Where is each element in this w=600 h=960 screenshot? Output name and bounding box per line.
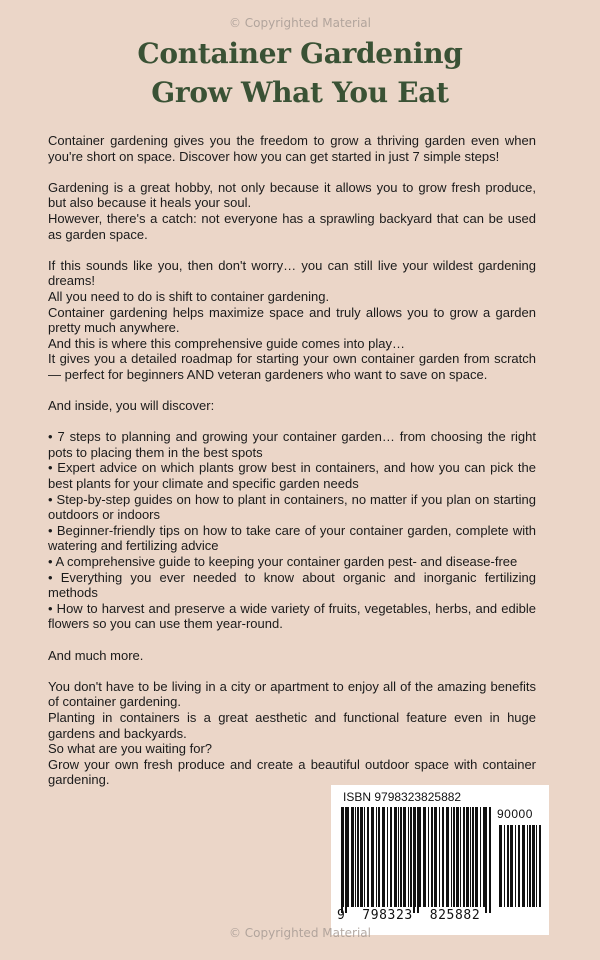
paragraph-spacer	[48, 632, 536, 648]
title-line-2: Grow What You Eat	[151, 76, 449, 109]
bullet-item: • Expert advice on which plants grow best in containers, and how you can pick the best plants for your climate and specific garden needs	[48, 460, 536, 492]
bullet-item: • A comprehensive guide to keeping your container garden pest- and disease-free	[48, 554, 518, 570]
isbn-digits: 9 798323 825882	[337, 908, 481, 923]
title-line-1: Container Gardening	[137, 37, 463, 70]
paragraph: Container gardening helps maximize space and truly allows you to grow a garden pretty much anywhere.	[48, 304, 536, 336]
paragraph: So what are you waiting for?	[48, 741, 213, 757]
paragraph: Planting in containers is a great aesthetic and functional feature even in huge gardens and backyards.	[48, 709, 536, 741]
paragraph: It gives you a detailed roadmap for starting your own container garden from scratch — perfect for beginners AND veteran gardeners who want to save on space.	[48, 351, 536, 382]
paragraph-spacer	[48, 164, 536, 180]
paragraph: Grow your own fresh produce and create a beautiful outdoor space with container gardening.	[48, 756, 536, 788]
price-code: 90000	[497, 807, 533, 821]
bullet-item: • How to harvest and preserve a wide variety of fruits, vegetables, herbs, and edible flowers so you can use them year-round.	[48, 600, 536, 632]
bullet-item: • Beginner-friendly tips on how to take care of your container garden, complete with watering and fertilizing advice	[48, 522, 536, 554]
bullet-item: • 7 steps to planning and growing your container garden… from choosing the right pots to placing them in the best spots	[48, 429, 536, 460]
bullet-item: • Step-by-step guides on how to plant in containers, no matter if you plan on starting outdoors or indoors	[48, 491, 536, 523]
isbn-label: ISBN 9798323825882	[343, 790, 462, 804]
book-title	[0, 34, 600, 112]
copyright-watermark-top: © Copyrighted Material	[228, 16, 371, 30]
paragraph-spacer	[48, 414, 536, 430]
paragraph: You don't have to be living in a city or apartment to enjoy all of the amazing benefits of container gardening.	[48, 678, 536, 710]
isbn-barcode-box	[331, 785, 549, 935]
paragraph-spacer	[48, 242, 536, 258]
paragraph-spacer	[48, 383, 536, 399]
paragraph: Gardening is a great hobby, not only because it allows you to grow fresh produce, but also because it heals your soul.	[48, 179, 536, 211]
paragraph: And this is where this comprehensive guide comes into play…	[48, 335, 405, 351]
copyright-watermark-bottom: © Copyrighted Material	[228, 926, 371, 940]
paragraph: And inside, you will discover:	[48, 398, 215, 414]
bullet-item: • Everything you ever needed to know about organic and inorganic fertilizing methods	[48, 569, 536, 601]
paragraph: Container gardening gives you the freedom to grow a thriving garden even when you're short on space. Discover how you can get started in just 7 simple steps!	[48, 133, 536, 164]
paragraph: If this sounds like you, then don't worry… you can still live your wildest gardening dreams!	[48, 257, 536, 289]
paragraph: However, there's a catch: not everyone has a sprawling backyard that can be used as garden space.	[48, 210, 536, 242]
paragraph: All you need to do is shift to container gardening.	[48, 288, 330, 304]
paragraph: And much more.	[48, 647, 144, 663]
paragraph-spacer	[48, 663, 536, 679]
description-body	[48, 133, 536, 788]
